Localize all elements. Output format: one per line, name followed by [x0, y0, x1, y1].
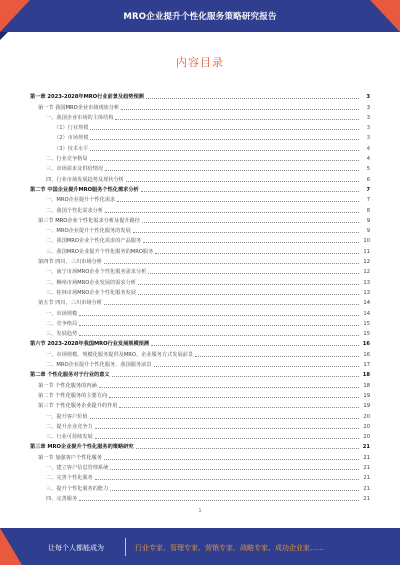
toc-dot-leader — [195, 356, 359, 357]
toc-dot-leader — [133, 232, 359, 233]
toc-entry[interactable] — [30, 430, 370, 440]
toc-dot-leader — [110, 469, 359, 470]
toc-entry[interactable] — [30, 183, 370, 193]
toc-entry-page: 3 — [366, 114, 370, 121]
toc-entry-title: 一、南宁市场MRO企业个性化服务需求分析 — [46, 269, 147, 276]
toc-entry[interactable] — [30, 347, 370, 357]
toc-entry-title: 第一章 2023-2028年MRO行业前景及趋势预测 — [30, 94, 144, 101]
toc-entry[interactable] — [30, 111, 370, 121]
toc-entry-page: 20 — [363, 413, 370, 420]
toc-dot-leader — [104, 304, 359, 305]
toc-dot-leader — [95, 438, 359, 439]
toc-dot-leader — [110, 490, 359, 491]
toc-entry-title: 第三节 个性化服务企业提升的作用 — [38, 403, 118, 410]
toc-entry[interactable] — [30, 162, 370, 172]
toc-entry-page: 15 — [363, 331, 370, 338]
toc-entry[interactable] — [30, 224, 370, 234]
toc-dot-leader — [126, 181, 359, 182]
footer-corner — [0, 528, 22, 565]
toc-dot-leader — [143, 242, 359, 243]
toc-entry[interactable] — [30, 492, 370, 502]
toc-entry-page: 21 — [363, 495, 370, 502]
toc-dot-leader — [79, 335, 359, 336]
toc-entry-page: 19 — [363, 392, 370, 399]
toc-entry-page: 14 — [363, 300, 370, 307]
toc-entry-page: 9 — [366, 217, 370, 224]
toc-dot-leader — [105, 212, 359, 213]
toc-entry[interactable] — [30, 244, 370, 254]
toc-entry-title: 第二节 中国企业提升MRO服务个性化需求分析 — [30, 186, 139, 193]
toc-entry[interactable] — [30, 378, 370, 388]
toc-entry[interactable] — [30, 286, 370, 296]
toc-dot-leader — [151, 345, 359, 346]
toc-dot-leader — [90, 139, 359, 140]
toc-dot-leader — [79, 325, 359, 326]
toc-dot-leader — [109, 397, 359, 398]
toc-entry-title: 第二章 个性化服务对于行业的意义 — [30, 372, 110, 379]
toc-entry-page: 12 — [363, 269, 370, 276]
toc-dot-leader — [104, 263, 359, 264]
toc-entry-title: 三、我国MRO企业提升个性化服务的MRO服务 — [46, 248, 154, 255]
toc-entry-page: 13 — [363, 279, 370, 286]
toc-entry[interactable] — [30, 399, 370, 409]
page-number: 1 — [198, 508, 202, 514]
toc-entry[interactable] — [30, 214, 370, 224]
toc-entry-page: 4 — [366, 145, 370, 152]
toc-entry-title: 四、行业市场发展趋势及现状分析 — [46, 176, 124, 183]
toc-entry-page: 20 — [363, 423, 370, 430]
toc-dot-leader — [112, 376, 359, 377]
toc-entry-page: 4 — [366, 156, 370, 163]
toc-dot-leader — [79, 315, 359, 316]
toc-entry[interactable] — [30, 420, 370, 430]
toc-entry-title: 第一节 加强客户个性化服务 — [38, 454, 102, 461]
toc-entry[interactable] — [30, 337, 370, 347]
toc-entry[interactable] — [30, 306, 370, 316]
toc-entry[interactable] — [30, 255, 370, 265]
toc-entry-title: （1）行业规模 — [54, 125, 89, 132]
toc-entry-title: 二、竞争格局 — [46, 320, 78, 327]
toc-entry-page: 12 — [363, 259, 370, 266]
toc-entry-page: 9 — [366, 228, 370, 235]
toc-dot-leader — [138, 294, 359, 295]
toc-dot-leader — [99, 387, 359, 388]
toc-entry-page: 3 — [366, 135, 370, 142]
toc-entry-page: 14 — [363, 310, 370, 317]
toc-dot-leader — [154, 366, 359, 367]
toc-entry[interactable] — [30, 172, 370, 182]
toc-entry[interactable] — [30, 409, 370, 419]
toc-entry[interactable] — [30, 265, 370, 275]
toc-entry[interactable] — [30, 471, 370, 481]
toc-dot-leader — [146, 98, 359, 99]
table-of-contents — [30, 90, 370, 502]
toc-entry[interactable] — [30, 234, 370, 244]
footer-separator — [125, 538, 126, 556]
toc-entry-title: 一、提升客户价值 — [46, 413, 88, 420]
toc-entry-page: 11 — [363, 248, 370, 255]
toc-dot-leader — [148, 273, 359, 274]
toc-entry-title: 二、完善个性化服务 — [46, 475, 93, 482]
toc-entry-title: 第一节 我国MRO企业市场现状分析 — [38, 104, 120, 111]
toc-entry-title: 二、柳州市场MRO企业发展的需求分析 — [46, 279, 136, 286]
toc-entry-title: 三、提升个性化服务的能力 — [46, 485, 109, 492]
toc-entry-title: 三、桂林市场MRO企业个性化服务发展 — [46, 289, 136, 296]
toc-entry-page: 21 — [363, 454, 370, 461]
toc-entry-title: 第一节 个性化服务的内涵 — [38, 382, 97, 389]
toc-entry-title: 二、我国MRO企业个性化需求的产品服务 — [46, 238, 142, 245]
toc-entry-page: 21 — [363, 475, 370, 482]
toc-dot-leader — [117, 201, 359, 202]
toc-entry[interactable] — [30, 121, 370, 131]
toc-entry[interactable] — [30, 481, 370, 491]
toc-entry-page: 3 — [366, 104, 370, 111]
toc-entry[interactable] — [30, 317, 370, 327]
toc-dot-leader — [142, 222, 359, 223]
toc-entry[interactable] — [30, 327, 370, 337]
toc-entry-title: 一、MRO企业提升个性化需求 — [46, 197, 116, 204]
toc-entry-title: 三、发展趋势 — [46, 331, 78, 338]
toc-entry-page: 17 — [363, 362, 370, 369]
toc-dot-leader — [90, 160, 359, 161]
footer-slogan-right: 行业专家、管理专家、营销专家、战略专家、成功企业家…… — [135, 544, 324, 552]
toc-entry[interactable] — [30, 193, 370, 203]
toc-dot-leader — [136, 448, 359, 449]
toc-entry-page: 21 — [363, 464, 370, 471]
toc-entry[interactable] — [30, 368, 370, 378]
toc-entry-title: 第三章 MRO企业提升个性化服务的策略研究 — [30, 444, 134, 451]
toc-entry-title: 第二节 个性化服务的主要方向 — [38, 392, 108, 399]
toc-entry-page: 3 — [366, 94, 370, 101]
toc-dot-leader — [155, 253, 359, 254]
toc-dot-leader — [138, 284, 359, 285]
toc-entry[interactable] — [30, 450, 370, 460]
toc-dot-leader — [95, 479, 359, 480]
toc-entry-title: 一、MRO企业提升个性化服务的发展 — [46, 228, 131, 235]
toc-entry[interactable] — [30, 203, 370, 213]
toc-entry-page: 20 — [363, 434, 370, 441]
toc-entry-page: 8 — [366, 207, 370, 214]
toc-entry-page: 3 — [366, 125, 370, 132]
toc-dot-leader — [115, 119, 359, 120]
toc-entry[interactable] — [30, 90, 370, 100]
toc-entry-page: 10 — [363, 238, 370, 245]
toc-entry-title: 一、市场规模 — [46, 310, 78, 317]
toc-heading: 内容目录 — [176, 56, 224, 69]
toc-entry-title: 第五节 四川、三川市场分析 — [38, 300, 102, 307]
toc-entry-page: 7 — [366, 197, 370, 204]
toc-entry-page: 5 — [366, 166, 370, 173]
report-title: MRO企业提升个性化服务策略研究报告 — [123, 12, 277, 22]
toc-entry[interactable] — [30, 152, 370, 162]
toc-dot-leader — [79, 500, 359, 501]
toc-entry-title: 二、MRO企业提升个性化服务、我国服务前景 — [46, 362, 152, 369]
toc-dot-leader — [95, 428, 359, 429]
toc-entry[interactable] — [30, 141, 370, 151]
toc-entry-title: 第四节 四川、三川市场分析 — [38, 259, 102, 266]
toc-entry-title: （2）市场规模 — [54, 135, 89, 142]
toc-entry-page: 13 — [363, 289, 370, 296]
toc-dot-leader — [121, 109, 359, 110]
header-corner-shadow — [0, 32, 8, 40]
toc-entry-title: 二、我国个性化需求分析 — [46, 207, 104, 214]
toc-entry-page: 7 — [366, 186, 370, 193]
footer-slogan-left: 让每个人都能成为 — [48, 544, 104, 552]
toc-dot-leader — [90, 129, 359, 130]
toc-entry-title: 一、市场规模、规模化服务提供及MRO、企业服务方式发展前景 — [46, 351, 194, 358]
toc-dot-leader — [105, 170, 359, 171]
toc-entry[interactable] — [30, 296, 370, 306]
toc-entry-page: 18 — [363, 382, 370, 389]
toc-entry-title: （3）技术水平 — [54, 145, 89, 152]
toc-entry-page: 15 — [363, 320, 370, 327]
toc-dot-leader — [90, 150, 359, 151]
toc-entry-title: 二、行业竞争格局 — [46, 156, 88, 163]
toc-entry[interactable] — [30, 389, 370, 399]
toc-entry[interactable] — [30, 131, 370, 141]
toc-entry[interactable] — [30, 440, 370, 450]
toc-entry[interactable] — [30, 275, 370, 285]
toc-entry-page: 21 — [362, 444, 370, 451]
toc-entry-title: 一、我国企业市场的主体结构 — [46, 114, 114, 121]
toc-entry-page: 6 — [366, 176, 370, 183]
toc-entry-page: 16 — [363, 351, 370, 358]
toc-entry-page: 19 — [363, 403, 370, 410]
toc-entry-title: 三、行业可持续发展 — [46, 434, 93, 441]
toc-entry-page: 21 — [363, 485, 370, 492]
toc-entry-title: 二、提升企业竞争力 — [46, 423, 93, 430]
toc-dot-leader — [119, 407, 359, 408]
toc-entry-page: 16 — [362, 341, 370, 348]
toc-entry-title: 四、完善服务 — [46, 495, 78, 502]
toc-entry[interactable] — [30, 100, 370, 110]
toc-entry-title: 一、建立客户信息管理系统 — [46, 464, 109, 471]
toc-dot-leader — [90, 418, 359, 419]
toc-entry[interactable] — [30, 461, 370, 471]
toc-entry-title: 三、市场需求及供给情况 — [46, 166, 104, 173]
toc-entry-title: 第六节 2023-2028年我国MRO行业发展规模预测 — [30, 341, 150, 348]
toc-entry-title: 第三节 MRO企业个性化需求分析及提升路径 — [38, 217, 140, 224]
toc-dot-leader — [141, 191, 359, 192]
toc-entry[interactable] — [30, 358, 370, 368]
toc-dot-leader — [104, 459, 359, 460]
toc-entry-page: 18 — [362, 372, 370, 379]
